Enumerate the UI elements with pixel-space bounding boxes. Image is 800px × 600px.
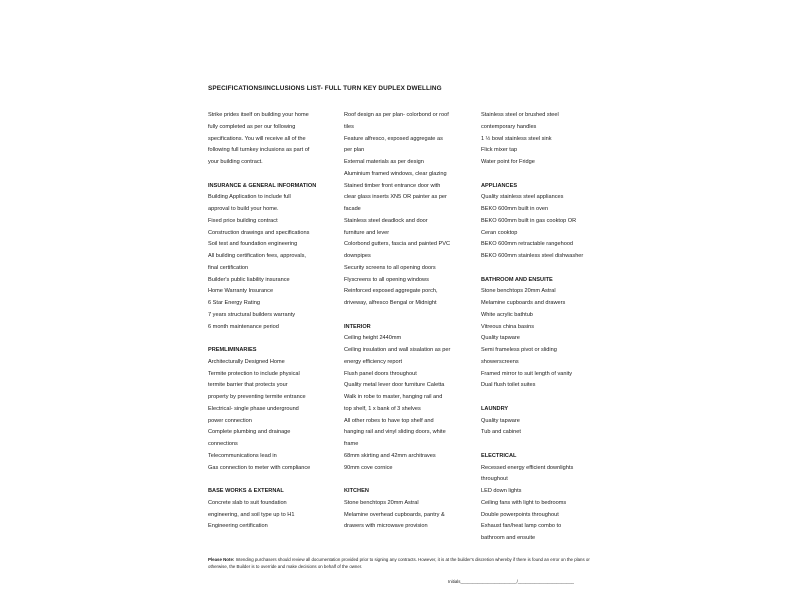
spec-line: contemporary handles xyxy=(481,123,537,130)
spec-line: Termite protection to include physical xyxy=(208,370,300,377)
initials-line: Initials_______________________/_______________________ xyxy=(448,579,574,584)
spec-line: connections xyxy=(208,441,238,447)
spec-line: tiles xyxy=(344,123,354,130)
spec-line: Home Warranty Insurance xyxy=(208,288,274,295)
spec-line: drawers with microwave provision xyxy=(344,523,428,530)
spec-line: Dual flush toilet suites xyxy=(481,382,536,389)
spec-line: Security screens to all opening doors xyxy=(344,264,436,271)
spacer xyxy=(481,392,611,404)
spacer xyxy=(208,333,333,345)
spec-line: Construction drawings and specifications xyxy=(208,229,310,236)
spec-line: Complete plumbing and drainage xyxy=(208,429,291,436)
spec-line: frame xyxy=(344,441,359,447)
spacer xyxy=(208,169,333,181)
spec-line: LED down lights xyxy=(481,488,522,494)
spec-line: 1 ½ bowl stainless steel sink xyxy=(481,135,552,142)
spacer xyxy=(344,310,469,322)
spec-line: Strike prides itself on building your home xyxy=(208,112,309,118)
spec-line: engineering, and soil type up to H1 xyxy=(208,511,295,518)
spec-line: 6 Star Energy Rating xyxy=(208,300,260,306)
spacer xyxy=(481,439,611,451)
note-label: Please Note: xyxy=(208,557,235,562)
spec-line: Ceran cooktop xyxy=(481,229,518,236)
spec-line: bathroom and ensuite xyxy=(481,535,536,541)
section-heading: BASE WORKS & EXTERNAL xyxy=(208,488,284,494)
spacer xyxy=(208,474,333,486)
spec-line: Melamine overhead cupboards, pantry & xyxy=(344,511,445,518)
spec-line: Colorbond gutters, fascia and painted PVC xyxy=(344,241,451,248)
spec-line: 90mm cove cornice xyxy=(344,464,393,471)
section-heading: PREMLIMINARIES xyxy=(208,347,257,353)
spec-line: Tub and cabinet xyxy=(481,429,521,436)
spec-line: downpipes xyxy=(344,253,371,259)
spec-line: Aluminium framed windows, clear glazing xyxy=(344,170,447,177)
spec-line: Roof design as per plan- colorbond or roof xyxy=(344,112,449,118)
spacer xyxy=(481,263,611,275)
spec-line: property by preventing termite entrance xyxy=(208,394,306,400)
spacer xyxy=(481,169,611,181)
spec-line: throughout xyxy=(481,476,508,483)
spec-line: Builder's public liability insurance xyxy=(208,276,290,283)
spec-line: Soil test and foundation engineering xyxy=(208,241,298,248)
note-text: Intending purchasers should review all documentation provided prior to signing any contracts. However, it is at the builder's discretion whereby if there is found an error on the plans or otherwise, the Builder is to override and make decisions on behalf of the owner. xyxy=(208,557,590,569)
spec-line: Ceiling height 2440mm xyxy=(344,335,402,342)
spec-line: per plan xyxy=(344,147,365,154)
spec-line: Recessed energy efficient downlights xyxy=(481,464,574,471)
spec-line: clear glass inserts XN5 OR painter as per xyxy=(344,194,447,201)
spec-line: Quality stainless steel appliances xyxy=(481,194,564,201)
spec-line: Stainless steel deadlock and door xyxy=(344,217,428,224)
spec-line: Semi frameless pivot or sliding xyxy=(481,347,557,353)
spec-line: BEKO 600mm built in gas cooktop OR xyxy=(481,217,577,224)
section-heading: APPLIANCES xyxy=(481,182,518,189)
spec-line: Telecommunications lead in xyxy=(208,452,277,459)
spec-line: Building Application to include full xyxy=(208,194,291,201)
spec-column-3 xyxy=(481,110,611,545)
section-heading: INSURANCE & GENERAL INFORMATION xyxy=(208,182,317,189)
spec-line: Flyscreens to all opening windows xyxy=(344,276,429,283)
document-title: SPECIFICATIONS/INCLUSIONS LIST- FULL TURN KEY DUPLEX DWELLING xyxy=(208,85,442,92)
spec-line: Vitreous china basins xyxy=(481,323,535,330)
spec-line: BEKO 600mm retractable rangehood xyxy=(481,241,574,248)
spec-line: Electrical- single phase underground xyxy=(208,405,299,412)
spec-line: Stainless steel or brushed steel xyxy=(481,112,559,118)
spec-line: following full turnkey inclusions as part of xyxy=(208,147,310,154)
spec-line: Stone benchtops 20mm Astral xyxy=(481,288,556,295)
spec-line: termite barrier that protects your xyxy=(208,382,288,389)
spec-line: Architecturally Designed Home xyxy=(208,358,285,365)
spec-line: final certification xyxy=(208,264,249,271)
spec-line: approval to build your home. xyxy=(208,206,279,212)
spec-line: 68mm skirting and 42mm architraves xyxy=(344,452,436,459)
spec-line: top shelf, 1 x bank of 3 shelves xyxy=(344,405,421,412)
spec-line: your building contract. xyxy=(208,159,263,165)
spec-line: Melamine cupboards and drawers xyxy=(481,300,566,306)
spec-line: Flick mixer tap xyxy=(481,147,518,154)
spec-line: showerscreens xyxy=(481,358,519,365)
spec-line: hanging rail and vinyl sliding doors, white xyxy=(344,429,446,436)
spec-line: Double powerpoints throughout xyxy=(481,511,559,518)
spec-line: Gas connection to meter with compliance xyxy=(208,464,311,471)
spec-line: Ceiling fans with light to bedrooms xyxy=(481,499,567,506)
spec-line: Fixed price building contract xyxy=(208,217,278,224)
spec-line: energy efficiency report xyxy=(344,358,403,365)
spec-line: Concrete slab to suit foundation xyxy=(208,499,287,506)
spec-line: facade xyxy=(344,206,361,212)
spec-line: 7 years structural builders warranty xyxy=(208,311,296,318)
spec-line: driveway, alfresco Bengal or Midnight xyxy=(344,300,437,306)
spec-line: White acrylic bathtub xyxy=(481,311,533,318)
spec-line: External materials as per design xyxy=(344,159,424,165)
spec-line: Framed mirror to suit length of vanity xyxy=(481,370,573,377)
section-heading: INTERIOR xyxy=(344,323,371,330)
spec-line: Quality metal lever door furniture Caletta xyxy=(344,382,445,389)
section-heading: KITCHEN xyxy=(344,488,369,494)
spec-line: Quality tapware xyxy=(481,335,520,342)
spec-line: Stone benchtops 20mm Astral xyxy=(344,499,419,506)
spec-line: All building certification fees, approvals, xyxy=(208,253,306,259)
spec-line: Quality tapware xyxy=(481,417,520,424)
section-heading: LAUNDRY xyxy=(481,405,509,412)
spec-line: power connection xyxy=(208,417,252,424)
spec-column-1 xyxy=(208,110,333,533)
spec-line: Engineering certification xyxy=(208,523,268,530)
spec-line: Flush panel doors throughout xyxy=(344,370,417,377)
spec-line: specifications. You will receive all of the xyxy=(208,135,306,142)
spec-line: Exhaust fan/heat lamp combo to xyxy=(481,523,562,530)
spec-line: Walk in robe to master, hanging rail and xyxy=(344,394,443,400)
spec-line: fully completed as per our following xyxy=(208,123,296,130)
spec-line: Ceiling insulation and wall sisalation as per xyxy=(344,347,451,353)
spec-line: Reinforced exposed aggregate porch, xyxy=(344,288,438,295)
spec-column-2 xyxy=(344,110,469,533)
spec-line: BEKO 600mm stainless steel dishwasher xyxy=(481,253,584,259)
spec-line: BEKO 600mm built in oven xyxy=(481,206,549,212)
section-heading: ELECTRICAL xyxy=(481,452,517,459)
section-heading: BATHROOM AND ENSUITE xyxy=(481,276,553,283)
spec-line: Feature alfresco, exposed aggregate as xyxy=(344,135,443,142)
spacer xyxy=(344,474,469,486)
disclaimer-note xyxy=(208,557,598,570)
spec-line: All other robes to have top shelf and xyxy=(344,417,434,424)
spec-line: Stained timber front entrance door with xyxy=(344,182,441,189)
spec-line: Water point for Fridge xyxy=(481,159,535,165)
spec-line: 6 month maintenance period xyxy=(208,323,279,330)
spec-line: furniture and lever xyxy=(344,229,390,236)
